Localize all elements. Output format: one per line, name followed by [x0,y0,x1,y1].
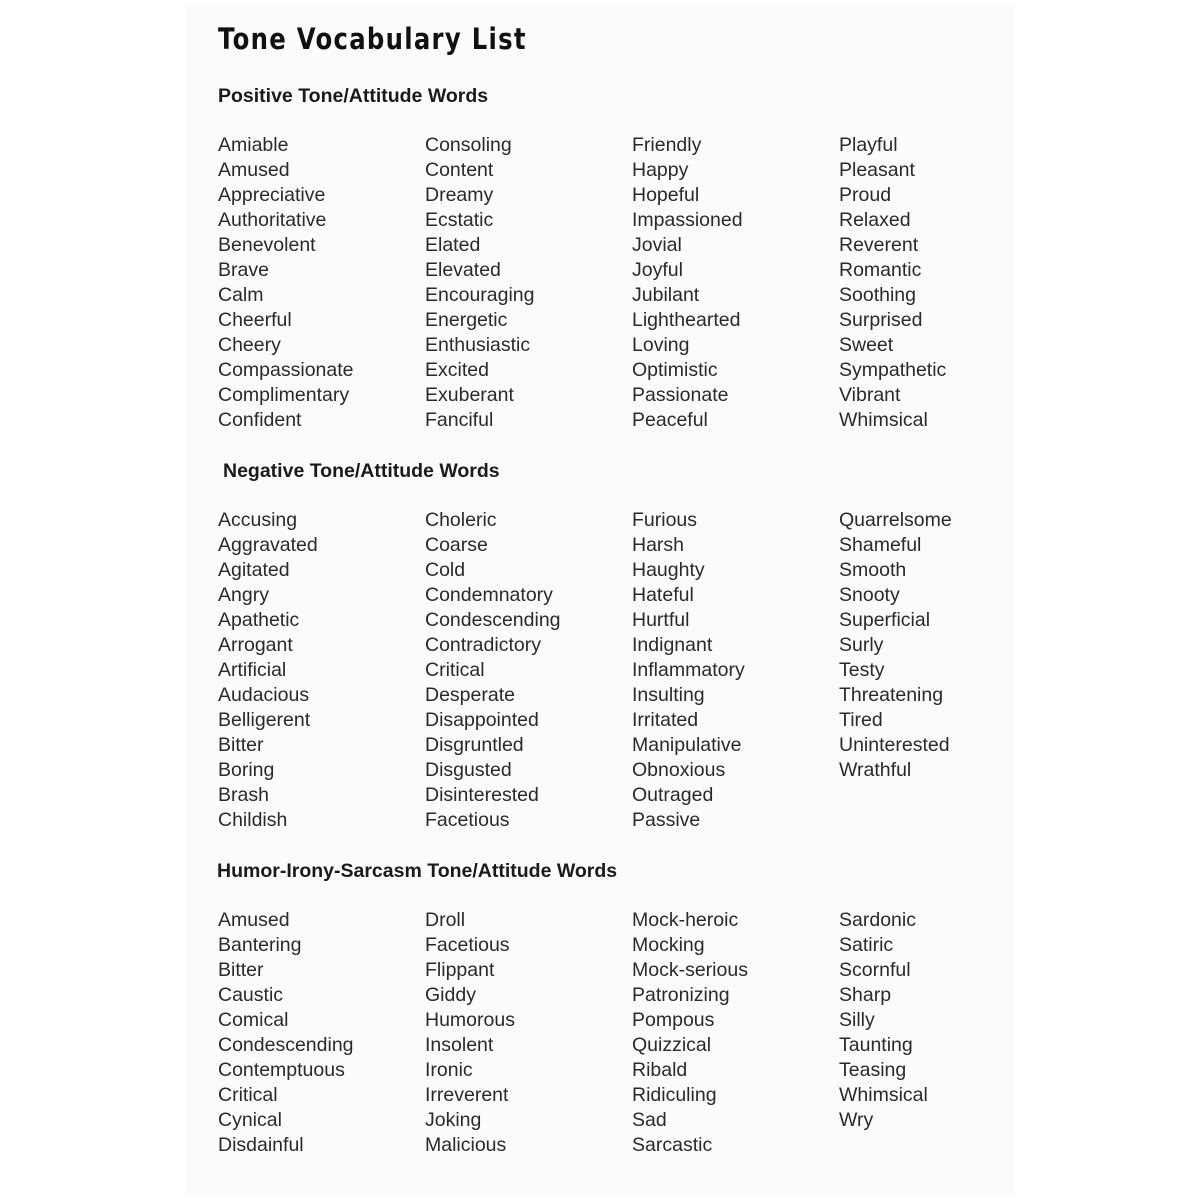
word-item: Passive [632,809,701,831]
word-item: Patronizing [632,984,730,1006]
word-item: Haughty [632,559,705,581]
word-item: Proud [839,184,892,206]
negative-words-column-1 [218,508,318,833]
section-heading-negative: Negative Tone/Attitude Words [223,460,500,482]
word-item: Accusing [218,509,298,531]
humor-words-column-2 [425,908,515,1158]
word-item: Snooty [839,584,900,606]
word-item: Whimsical [839,1084,928,1106]
word-item: Elated [425,234,481,256]
word-item: Impassioned [632,209,743,231]
word-item: Contemptuous [218,1059,345,1081]
word-item: Silly [839,1009,875,1031]
word-item: Condescending [218,1034,354,1056]
negative-words-column-4 [839,508,952,783]
word-item: Mock-serious [632,959,748,981]
word-item: Wrathful [839,759,912,781]
humor-words-column-1 [218,908,354,1158]
word-item: Calm [218,284,264,306]
word-item: Amused [218,909,290,931]
word-item: Disdainful [218,1134,304,1156]
word-item: Soothing [839,284,916,306]
word-item: Vibrant [839,384,901,406]
word-item: Sweet [839,334,894,356]
word-item: Critical [425,659,485,681]
word-item: Hurtful [632,609,690,631]
word-item: Furious [632,509,698,531]
word-item: Mock-heroic [632,909,739,931]
word-item: Romantic [839,259,922,281]
word-item: Energetic [425,309,508,331]
word-item: Arrogant [218,634,293,656]
word-item: Belligerent [218,709,311,731]
word-item: Desperate [425,684,515,706]
word-item: Wry [839,1109,874,1131]
word-item: Bitter [218,734,264,756]
word-item: Amused [218,159,290,181]
word-item: Cheerful [218,309,292,331]
word-item: Contradictory [425,634,541,656]
word-item: Authoritative [218,209,327,231]
word-item: Encouraging [425,284,535,306]
word-item: Pompous [632,1009,715,1031]
word-item: Comical [218,1009,289,1031]
word-item: Jovial [632,234,682,256]
word-item: Quarrelsome [839,509,952,531]
word-item: Lighthearted [632,309,741,331]
word-item: Obnoxious [632,759,726,781]
negative-words-column-3 [632,508,745,833]
word-item: Choleric [425,509,497,531]
word-item: Reverent [839,234,919,256]
word-item: Disappointed [425,709,539,731]
word-item: Sarcastic [632,1134,713,1156]
word-item: Jubilant [632,284,700,306]
word-item: Quizzical [632,1034,712,1056]
word-item: Passionate [632,384,729,406]
word-item: Whimsical [839,409,928,431]
word-item: Indignant [632,634,713,656]
word-item: Sharp [839,984,892,1006]
word-item: Dreamy [425,184,494,206]
word-item: Fanciful [425,409,494,431]
word-item: Brave [218,259,269,281]
word-item: Superficial [839,609,931,631]
word-item: Mocking [632,934,705,956]
word-item: Cynical [218,1109,282,1131]
word-item: Irritated [632,709,699,731]
word-item: Critical [218,1084,278,1106]
word-item: Ribald [632,1059,688,1081]
word-item: Outraged [632,784,714,806]
word-item: Hateful [632,584,694,606]
word-item: Agitated [218,559,290,581]
word-item: Flippant [425,959,495,981]
word-item: Joking [425,1109,482,1131]
word-item: Tired [839,709,883,731]
word-item: Playful [839,134,898,156]
section-heading-positive: Positive Tone/Attitude Words [218,85,489,107]
word-item: Coarse [425,534,488,556]
section-heading-humor: Humor-Irony-Sarcasm Tone/Attitude Words [217,860,618,882]
word-item: Hopeful [632,184,700,206]
word-item: Taunting [839,1034,913,1056]
word-item: Peaceful [632,409,708,431]
word-item: Harsh [632,534,685,556]
word-item: Satiric [839,934,894,956]
word-item: Relaxed [839,209,911,231]
word-item: Disgusted [425,759,512,781]
word-item: Brash [218,784,269,806]
word-item: Smooth [839,559,907,581]
word-item: Cheery [218,334,281,356]
word-item: Elevated [425,259,501,281]
word-item: Pleasant [839,159,915,181]
negative-words-column-2 [425,508,561,833]
word-item: Consoling [425,134,512,156]
word-item: Teasing [839,1059,907,1081]
word-item: Cold [425,559,466,581]
word-item: Droll [425,909,466,931]
word-item: Excited [425,359,489,381]
word-item: Ridiculing [632,1084,717,1106]
word-item: Giddy [425,984,476,1006]
word-item: Content [425,159,494,181]
positive-words-column-2 [425,133,535,433]
word-item: Caustic [218,984,284,1006]
humor-words-column-3 [632,908,748,1158]
word-item: Enthusiastic [425,334,531,356]
positive-words-column-4 [839,133,946,433]
word-item: Insolent [425,1034,494,1056]
word-item: Amiable [218,134,289,156]
word-item: Childish [218,809,288,831]
word-item: Artificial [218,659,287,681]
word-item: Exuberant [425,384,514,406]
word-item: Bitter [218,959,264,981]
word-item: Uninterested [839,734,950,756]
positive-words-column-1 [218,133,354,433]
word-item: Friendly [632,134,702,156]
word-item: Optimistic [632,359,718,381]
word-item: Insulting [632,684,705,706]
word-item: Complimentary [218,384,350,406]
word-item: Joyful [632,259,683,281]
word-item: Humorous [425,1009,515,1031]
word-item: Shameful [839,534,922,556]
word-item: Condescending [425,609,561,631]
word-item: Happy [632,159,689,181]
word-item: Testy [839,659,885,681]
word-item: Bantering [218,934,302,956]
word-item: Surprised [839,309,923,331]
word-item: Sympathetic [839,359,947,381]
word-item: Apathetic [218,609,300,631]
word-item: Scornful [839,959,911,981]
word-item: Boring [218,759,275,781]
word-item: Ecstatic [425,209,494,231]
word-item: Sardonic [839,909,916,931]
word-item: Surly [839,634,884,656]
word-item: Appreciative [218,184,326,206]
word-item: Condemnatory [425,584,553,606]
word-item: Manipulative [632,734,742,756]
humor-words-column-4 [839,908,928,1133]
word-item: Confident [218,409,302,431]
positive-words-column-3 [632,133,743,433]
word-item: Audacious [218,684,310,706]
word-item: Threatening [839,684,944,706]
word-item: Irreverent [425,1084,509,1106]
word-item: Sad [632,1109,667,1131]
word-item: Aggravated [218,534,318,556]
word-item: Ironic [425,1059,473,1081]
word-item: Disgruntled [425,734,524,756]
word-item: Facetious [425,934,510,956]
word-item: Malicious [425,1134,507,1156]
document-title: Tone Vocabulary List [218,22,527,56]
word-item: Angry [218,584,269,606]
word-item: Disinterested [425,784,539,806]
word-item: Facetious [425,809,510,831]
word-item: Loving [632,334,690,356]
word-item: Inflammatory [632,659,745,681]
word-item: Compassionate [218,359,354,381]
word-item: Benevolent [218,234,316,256]
